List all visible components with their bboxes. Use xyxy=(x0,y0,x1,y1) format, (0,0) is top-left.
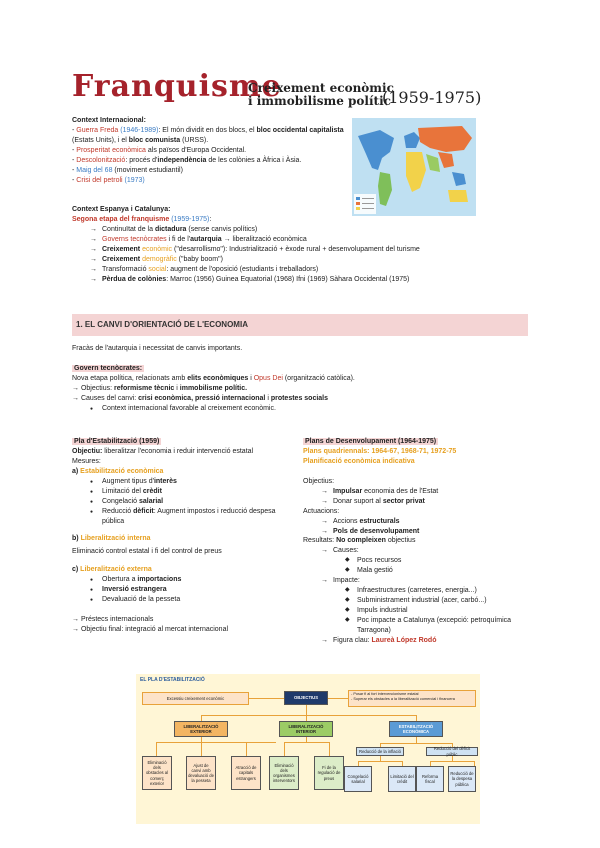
context-int-item: - Guerra Freda (1946-1989): El món dividit en dos blocs, el bloc occidental capitalista (Estats Units), i el bloc comunista (URSS). xyxy=(72,126,344,144)
diagram-connector xyxy=(201,715,416,716)
page-years: (1959-1975) xyxy=(382,88,482,107)
plans-resultats: Resultats: No compleixen objectius xyxy=(303,537,416,545)
diagram-right-note: - Posar fi al fort intervencionisme estatal xyxy=(351,692,419,696)
plans-impacte: → Impacte: ◆ Infraestructures (carreteres, energia...) ◆ Subministrament industrial (acer, carbó...) ◆ Impuls industrial ◆ Poc impacte a Catalunya (excepció: petroquímica Tarragona) xyxy=(303,576,533,636)
govern-heading: Govern tecnòcrates: xyxy=(74,364,143,372)
diagram-connector xyxy=(284,742,285,756)
diagram-connector xyxy=(329,742,330,756)
pla-final-1: → Préstecs internacionals xyxy=(72,616,154,624)
stabilization-diagram xyxy=(136,674,480,824)
pla-b-heading: b) Liberalització interna xyxy=(72,535,151,543)
context-esp-item: → Transformació social: augment de l'oposició (estudiants i treballadors) xyxy=(72,265,552,275)
plans-line1: Plans quadriennals: 1964-67, 1968-71, 1972-75 xyxy=(303,447,457,455)
context-esp-heading: Context Espanya i Catalunya: xyxy=(72,206,171,213)
context-int-item: - Maig del 68 (moviment estudiantil) xyxy=(72,166,183,174)
diagram-title: EL PLA D'ESTABILITZACIÓ xyxy=(140,677,205,683)
diagram-leaf: Reducció de la despesa pública xyxy=(448,766,476,792)
diagram-connector xyxy=(328,698,348,699)
context-esp-item: → Governs tecnòcrates i fi de l'autarquia → liberalització econòmica xyxy=(72,235,552,245)
diagram-connector xyxy=(156,742,157,756)
plans-impacte-item: ◆ Impuls industrial xyxy=(339,606,533,616)
pla-mesures: Mesures: xyxy=(72,457,101,465)
context-esp-stage: Segona etapa del franquisme (1959-1975): xyxy=(72,215,212,223)
plans-objectiu-item: → Impulsar economia des de l'Estat xyxy=(303,487,533,497)
diagram-leaf: Atracció de capitals estrangers xyxy=(231,756,261,790)
plans-causes: → Causes: ◆ Pocs recursos ◆ Mala gestió xyxy=(303,546,533,576)
diagram-sub-deficit: Reducció del dèficit públic xyxy=(426,747,478,756)
context-int-item: - Descolonització: procés d'independència de les colònies a Àfrica i Àsia. xyxy=(72,156,302,164)
pla-a-item: ● Limitació del crèdit xyxy=(72,487,292,497)
diagram-center-objectius: OBJECTIUS xyxy=(284,691,328,705)
diagram-lib-exterior: LIBERALITZACIÓ EXTERIOR xyxy=(174,721,228,737)
diagram-left-note: Excessiu creixement econòmic xyxy=(142,692,249,705)
plans-figura: → Figura clau: Laureà López Rodó xyxy=(303,636,533,646)
page-subtitle-line1: Creixement econòmic xyxy=(248,81,394,95)
context-int-item: - Prosperitat econòmica als països d'Europa Occidental. xyxy=(72,146,247,154)
diagram-connector xyxy=(249,698,284,699)
pla-c-item: ● Devaluació de la pesseta xyxy=(72,595,292,605)
plans-actuacio-item: → Pols de desenvolupament xyxy=(303,527,533,537)
diagram-estabilitzacio: ESTABILITZACIÓ ECONÒMICA xyxy=(389,721,443,737)
diagram-sub-inflacio: Reducció de la inflació xyxy=(356,747,404,756)
pla-c-heading: c) Liberalització externa xyxy=(72,566,152,574)
plans-impacte-item: ◆ Subministrament industrial (acer, carbó...) xyxy=(339,596,533,606)
plans-impacte-item: ◆ Infraestructures (carreteres, energia...) xyxy=(339,586,533,596)
pla-b-text: Eliminació control estatal i fi del control de preus xyxy=(72,548,222,556)
plans-objectius: Objectius: xyxy=(303,477,335,485)
plans-objectiu-item: → Donar suport al sector privat xyxy=(303,497,533,507)
pla-estabilitzacio xyxy=(72,437,292,635)
diagram-connector xyxy=(306,705,307,715)
plans-cause-item: ◆ Pocs recursos xyxy=(339,556,533,566)
plans-desenvolupament xyxy=(303,437,533,646)
section1-body xyxy=(72,344,532,414)
diagram-right-notes xyxy=(348,690,476,707)
objectius-line: → Objectius: reformisme tècnic i immobilisme polític. xyxy=(72,384,248,392)
context-international xyxy=(72,116,352,186)
pla-a-heading: a) Estabilització econòmica xyxy=(72,467,164,475)
context-int-item: - Crisi del petroli (1973) xyxy=(72,176,145,184)
plans-actuacions: Actuacions: xyxy=(303,507,340,515)
plans-heading: Plans de Desenvolupament (1964-1975) xyxy=(305,438,437,445)
diagram-connector xyxy=(306,737,307,742)
page-subtitle-line2: i immobilisme polític xyxy=(248,94,391,108)
context-esp-item: → Creixement demogràfic ("baby boom") xyxy=(72,255,552,265)
causes-line: → Causes del canvi: crisi econòmica, pressió internacional i protestes socials xyxy=(72,394,329,402)
pla-c-item: ● Inversió estrangera xyxy=(72,585,292,595)
diagram-leaf: Limitació del crèdit xyxy=(388,766,416,792)
diagram-leaf: Congelació salarial xyxy=(344,766,372,792)
context-esp-item: → Pèrdua de colònies: Marroc (1956) Guinea Equatorial (1968) Ifni (1969) Sàhara Occidental (1975) xyxy=(72,275,552,285)
pla-c-item: ● Obertura a importacions xyxy=(72,575,292,585)
context-int-heading: Context Internacional: xyxy=(72,117,146,124)
diagram-connector xyxy=(358,761,402,762)
section1-bullet: ● Context internacional favorable al creixement econòmic. xyxy=(72,404,532,414)
diagram-connector xyxy=(201,742,202,756)
pla-a-item: ● Reducció dèficit: Augment impostos i reducció despesa pública xyxy=(72,507,292,527)
section1-intro: Fracàs de l'autarquia i necessitat de canvis importants. xyxy=(72,345,243,352)
govern-line: Nova etapa política, relacionats amb elits econòmiques i Opus Dei (organització catòlica). xyxy=(72,374,355,382)
pla-final-2: → Objectiu final: integració al mercat internacional xyxy=(72,626,229,633)
diagram-connector xyxy=(380,743,452,744)
plans-cause-item: ◆ Mala gestió xyxy=(339,566,533,576)
diagram-connector xyxy=(156,742,276,743)
diagram-connector xyxy=(246,742,247,756)
diagram-leaf: Fi de la regulació de preus xyxy=(314,756,344,790)
section-heading: 1. EL CANVI D'ORIENTACIÓ DE L'ECONOMIA xyxy=(72,314,528,336)
diagram-leaf: Ajust de canvi amb devaluació de la pesseta xyxy=(186,756,216,790)
plans-impacte-item: ◆ Poc impacte a Catalunya (excepció: petroquímica Tarragona) xyxy=(339,616,533,636)
pla-objectiu: Objectiu: liberalitzar l'economia i reduir intervenció estatal xyxy=(72,447,254,455)
diagram-right-note: - Superar els obstacles a la liberalització comercial i financera xyxy=(351,696,455,701)
diagram-leaf: Eliminació dels obstacles al comerç exterior xyxy=(142,756,172,790)
diagram-leaf: Reforma fiscal xyxy=(416,766,444,792)
context-esp-item: → Continuïtat de la dictadura (sense canvis polítics) xyxy=(72,225,552,235)
diagram-leaf: Eliminació dels organismes interventors xyxy=(269,756,299,790)
diagram-connector xyxy=(284,742,330,743)
diagram-connector xyxy=(430,761,474,762)
plans-line2: Planificació econòmica indicativa xyxy=(303,457,415,465)
diagram-lib-interior: LIBERALITZACIÓ INTERIOR xyxy=(279,721,333,737)
context-esp-item: → Creixement econòmic ("desarrollismo"): Industrialització + èxode rural + desenvolupament del turisme xyxy=(72,245,552,255)
plans-actuacio-item: → Accions estructurals xyxy=(303,517,533,527)
pla-heading: Pla d'Estabilització (1959) xyxy=(74,438,160,445)
context-spain xyxy=(72,205,552,285)
pla-a-item: ● Augment tipus d'interès xyxy=(72,477,292,487)
pla-a-item: ● Congelació salarial xyxy=(72,497,292,507)
page-title: Franquisme xyxy=(72,69,282,104)
cold-war-world-map xyxy=(352,118,476,216)
